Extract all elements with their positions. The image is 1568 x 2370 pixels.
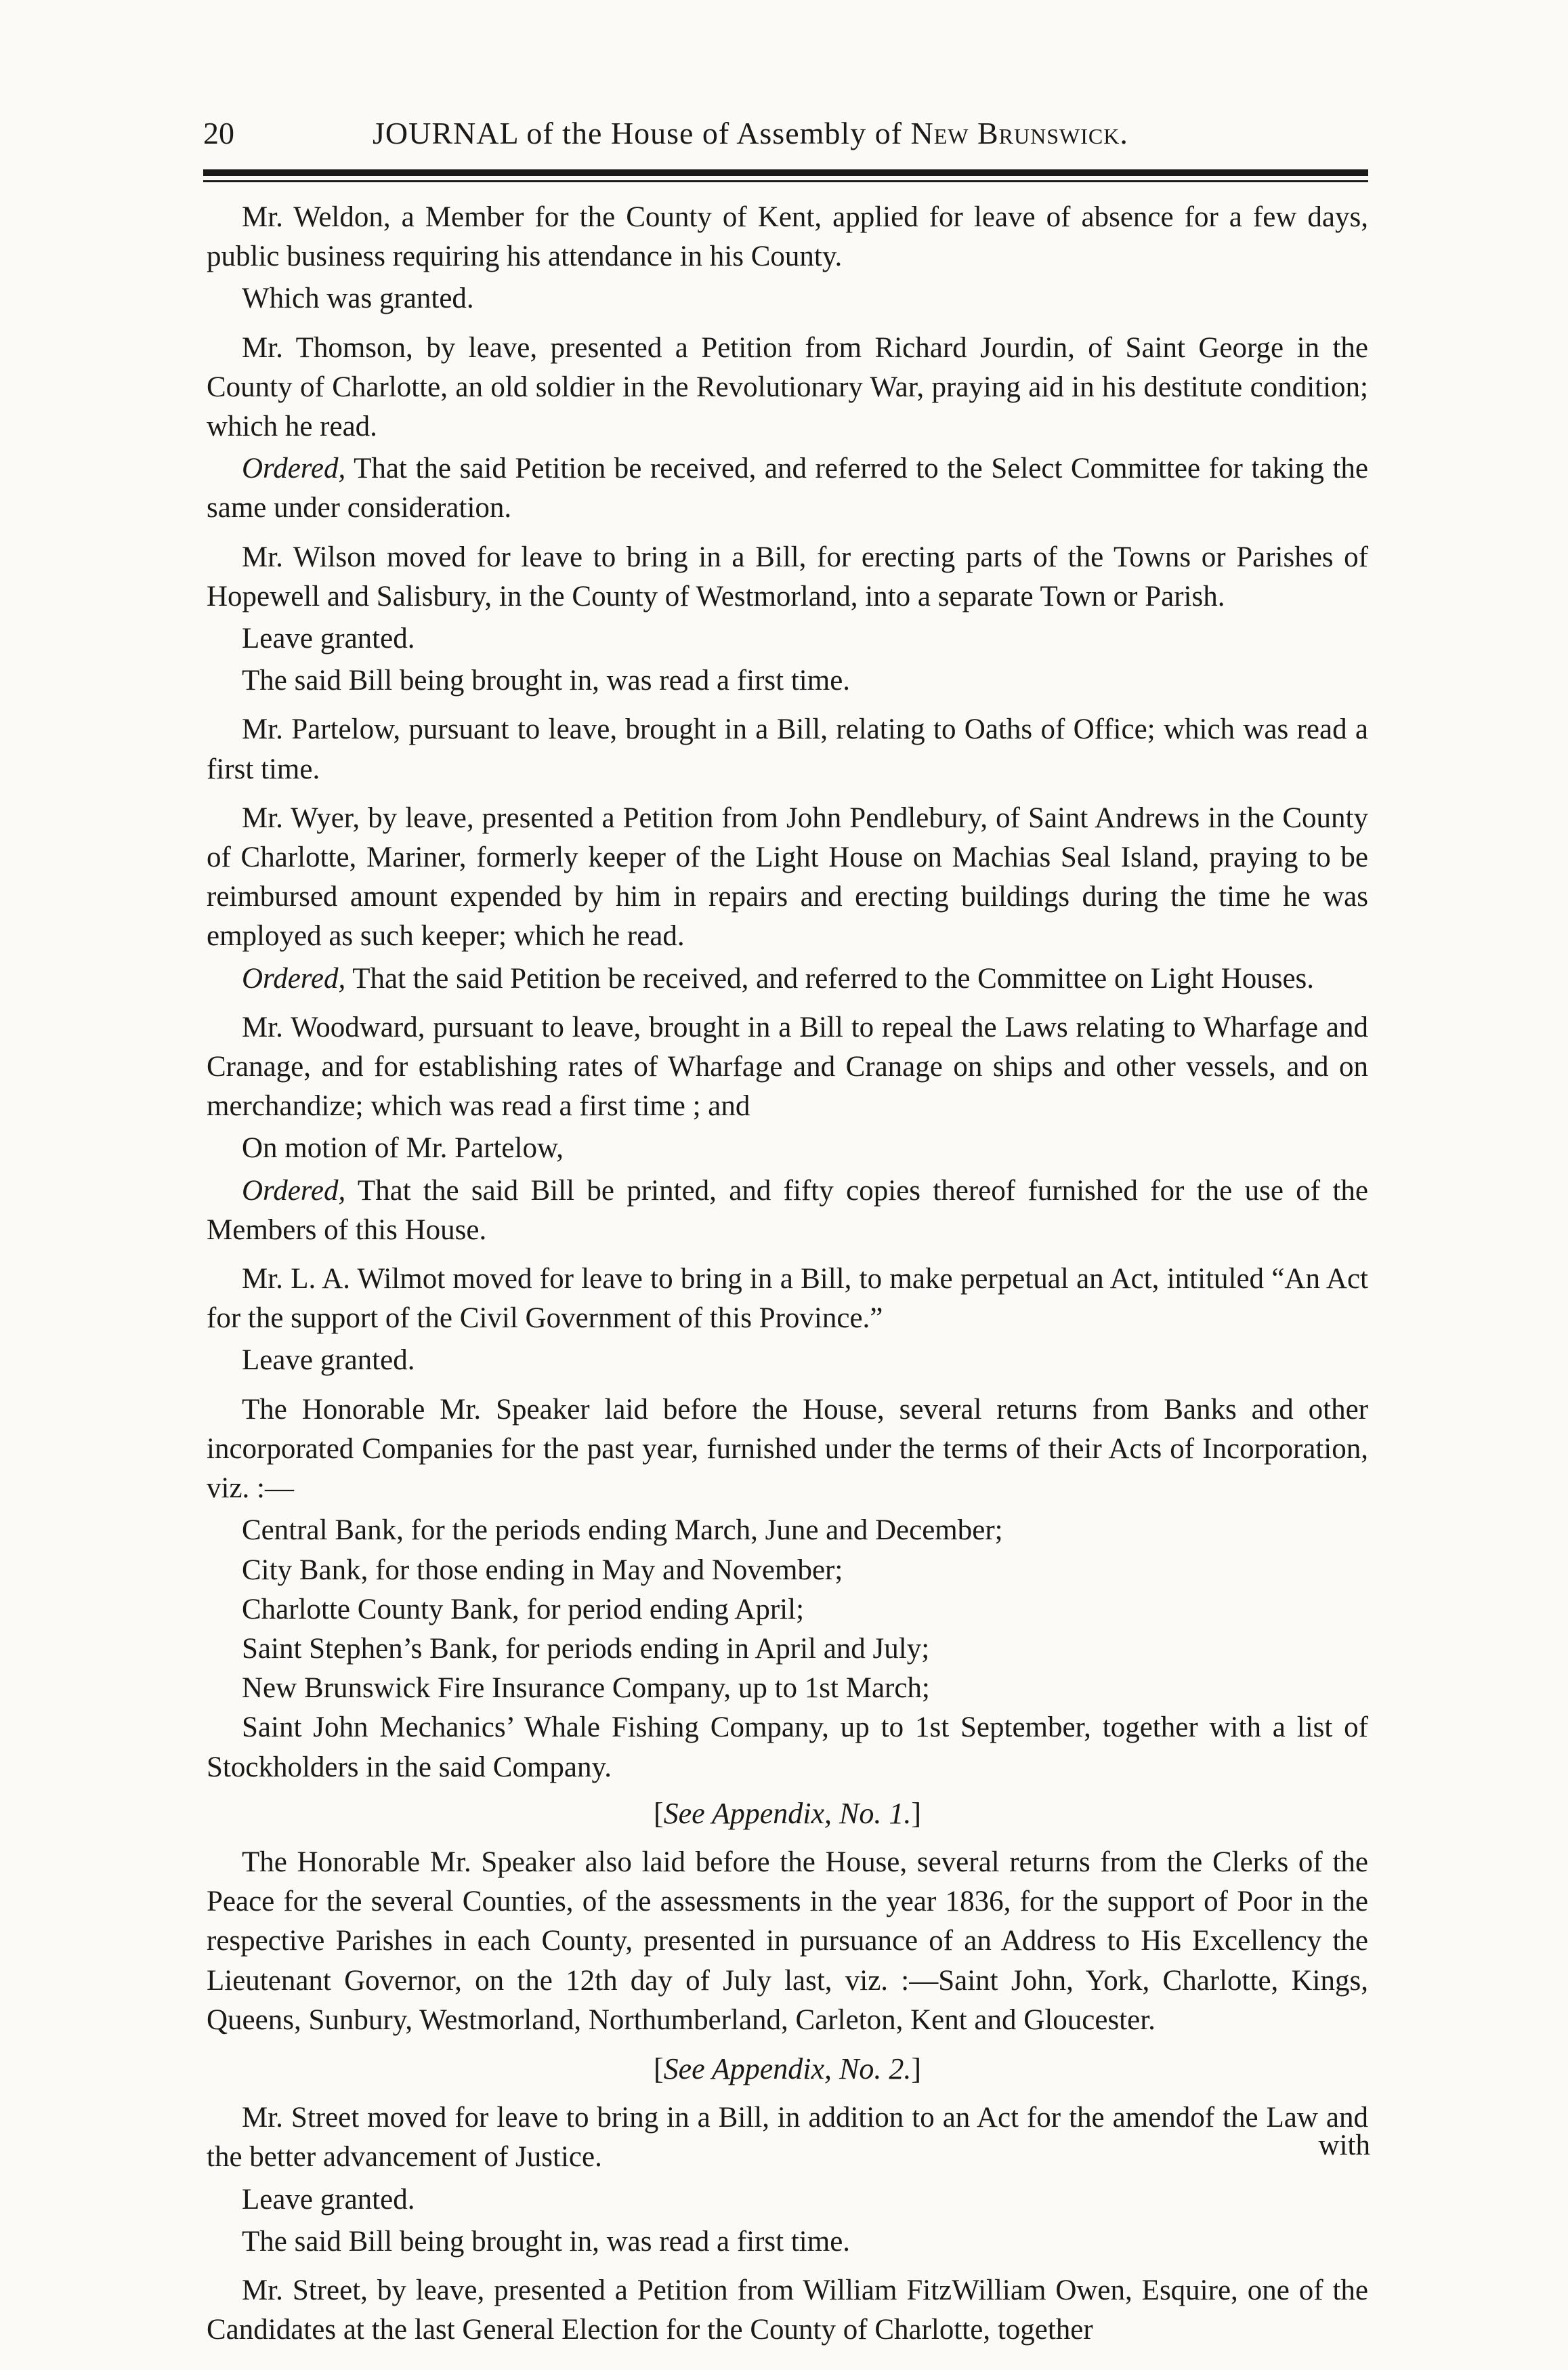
paragraph [207,2180,1368,2220]
paragraph-text: Mr. Woodward, pursuant to leave, brought in a Bill to repeal the Laws relating to Wharfage and Cranage, and for establishing rates of Wharfage and Cranage on ships and other vessels, and on merchandize; which was read a first time ; and [207,1011,1368,1123]
header-rule-thin [203,180,1368,182]
paragraph-text: New Brunswick Fire Insurance Company, up to 1st March; [242,1672,930,1705]
page-header [203,115,1368,163]
paragraph [207,799,1368,957]
appendix-label: See Appendix, No. 1. [663,1796,912,1830]
paragraph [207,710,1368,789]
paragraph-text: Mr. Thomson, by leave, presented a Petition from Richard Jourdin, of Saint George in the County of Charlotte, an old soldier in the Revolutionary War, praying aid in his destitute condition; which he read. [207,331,1368,443]
appendix-reference: [See Appendix, No. 1.] [653,1796,922,1830]
paragraph-text: Which was granted. [242,283,474,315]
paragraph [207,1171,1368,1250]
paragraph [207,1390,1368,1509]
paragraph [207,449,1368,528]
list-item [207,1708,1368,1787]
paragraph [207,1260,1368,1338]
ordered-label: Ordered, [242,453,346,485]
ordered-label: Ordered, [242,1174,346,1207]
running-head [373,115,1128,151]
list-item [207,1669,1368,1708]
paragraph-text: That the said Petition be received, and referred to the Committee on Light Houses. [345,962,1315,995]
paragraph-text: Mr. Street moved for leave to bring in a Bill, in addition to an Act for the amendof the Law and the better advancement of Justice. [207,2102,1368,2174]
paragraph-text: Saint Stephen’s Bank, for periods ending in April and July; [242,1632,930,1665]
paragraph-text: Mr. Wilson moved for leave to bring in a Bill, for erecting parts of the Towns or Parishes of Hopewell and Salisbury, in the County of Westmorland, into a separate Town or Parish. [207,541,1368,612]
paragraph-text: Leave granted. [242,1344,415,1377]
paragraph-text: Central Bank, for the periods ending March, June and December; [242,1514,1003,1547]
header-rule-thick [203,169,1368,176]
paragraph-text: The said Bill being brought in, was read a first time. [242,665,851,697]
paragraph-text: The Honorable Mr. Speaker also laid before the House, several returns from the Clerks of the Peace for the several Counties, of the assessments in the year 1836, for the support of Poor in the respective Parishes in each County, presented in pursuance of an Address to His Excellency the Lieutenant Governor, on the 12th day of July last, viz. :—Saint John, York, Charlotte, Kings, Queens, Sunbury, Westmorland, Northumberland, Carleton, Kent and Gloucester. [207,1846,1368,2036]
body-text [207,198,1368,2359]
paragraph-text: Mr. Street, by leave, presented a Petition from William FitzWilliam Owen, Esquire, one of the Candidates at the last General Election for the County of Charlotte, together [207,2274,1368,2346]
paragraph-text: Mr. L. A. Wilmot moved for leave to bring in a Bill, to make perpetual an Act, intituled “An Act for the support of the Civil Government of this Province.” [207,1263,1368,1335]
paragraph-text: Mr. Weldon, a Member for the County of Kent, applied for leave of absence for a few days, public business requiring his attendance in his County. [207,201,1368,273]
paragraph-text: Charlotte County Bank, for period ending April; [242,1593,805,1625]
list-item [207,1590,1368,1629]
paragraph [207,1843,1368,2040]
running-head-prefix: JOURNAL of the House of Assembly of [373,116,903,150]
paragraph [207,661,1368,701]
paragraph-text: The said Bill being brought in, was read a first time. [242,2225,851,2258]
paragraph [207,2271,1368,2350]
paragraph [207,538,1368,617]
ordered-label: Ordered, [242,962,346,995]
appendix-label: See Appendix, No. 2. [663,2052,912,2085]
paragraph-text: City Bank, for those ending in May and November; [242,1554,843,1586]
list-item [207,1629,1368,1669]
running-head-province: New Brunswick. [910,116,1128,150]
paragraph-text: That the said Petition be received, and referred to the Select Committee for taking the same under consideration. [207,453,1368,524]
paragraph [207,279,1368,318]
list-item [207,1551,1368,1590]
paragraph [207,1341,1368,1380]
list-item [207,1511,1368,1550]
appendix-reference: [See Appendix, No. 2.] [653,2052,922,2085]
paragraph [207,198,1368,276]
paragraph [207,619,1368,659]
paragraph [207,959,1368,999]
paragraph-text: Saint John Mechanics’ Whale Fishing Company, up to 1st September, together with a list of Stockholders in the said Company. [207,1711,1368,1783]
paragraph-text: That the said Bill be printed, and fifty copies thereof furnished for the use of the Members of this House. [207,1174,1368,1246]
paragraph-text: On motion of Mr. Partelow, [242,1132,564,1165]
paragraph [207,329,1368,447]
paragraph [207,2222,1368,2262]
catchword: with [1318,2129,1370,2161]
paragraph [207,1129,1368,1168]
paragraph-text: Mr. Wyer, by leave, presented a Petition from John Pendlebury, of Saint Andrews in the County of Charlotte, Mariner, formerly keeper of the Light House on Machias Seal Island, praying to be reimbursed amount expended by him in repairs and erecting buildings during the time he was employed as such keeper; which he read. [207,802,1368,953]
paragraph [207,1008,1368,1127]
paragraph-text: Leave granted. [242,2183,415,2216]
paragraph [207,2098,1368,2177]
paragraph-text: Mr. Partelow, pursuant to leave, brought in a Bill, relating to Oaths of Office; which was read a first time. [207,713,1368,785]
paragraph-text: The Honorable Mr. Speaker laid before the House, several returns from Banks and other incorporated Companies for the past year, furnished under the terms of their Acts of Incorporation, viz. :— [207,1393,1368,1505]
paragraph-text: Leave granted. [242,623,415,655]
page-number: 20 [203,116,234,150]
